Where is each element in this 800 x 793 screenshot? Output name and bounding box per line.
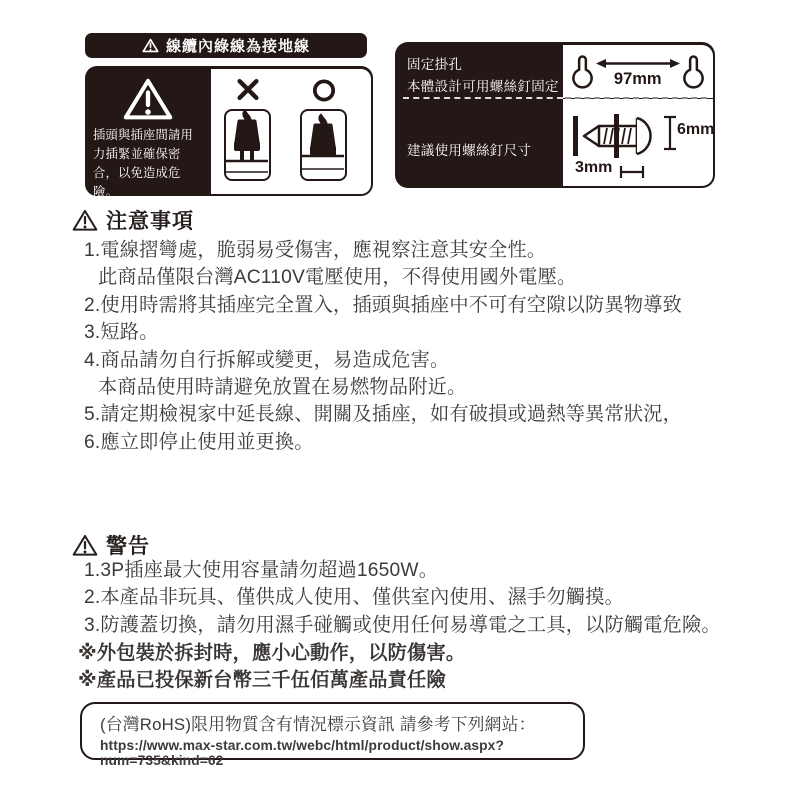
rohs-statement: (台灣RoHS)限用物質含有情況標示資訊 請參考下列網站：	[100, 715, 536, 734]
double-arrow-icon	[596, 57, 680, 70]
footnote: ※外包裝於拆封時，應小心動作，以防傷害。	[78, 643, 466, 664]
warning-triangle-icon	[142, 38, 159, 53]
circle-o-icon	[311, 78, 336, 103]
list-item: 5.請定期檢視家中延長線、開關及插座，如有破損或過熱等異常狀況，	[84, 404, 683, 426]
warning-section-title: 警告	[72, 530, 150, 560]
plug-warning-panel	[85, 66, 373, 200]
screw-icon	[571, 109, 667, 165]
keyhole-diagram	[563, 45, 713, 99]
plug-example-correct	[300, 69, 347, 194]
list-item: 2.使用時需將其插座完全置入，插頭與插座中不可有空隙以防異物導致	[84, 294, 683, 316]
warning-triangle-icon	[72, 209, 98, 232]
ground-wire-text: 線纜內綠線為接地線	[165, 38, 310, 55]
rohs-url: https://www.max-star.com.tw/webc/html/product/show.aspx?num=735&kind=62	[100, 738, 504, 768]
list-item: 3.防護蓋切換，請勿用濕手碰觸或使用任何易導電之工具，以防觸電危險。	[84, 614, 721, 636]
list-item: 1.3P插座最大使用容量請勿超過1650W。	[84, 560, 439, 581]
cross-x-icon	[236, 78, 259, 101]
plug-inserted-illustration	[300, 109, 347, 181]
list-item: 本商品使用時請避免放置在易燃物品附近。	[98, 377, 467, 399]
dashed-divider	[403, 97, 563, 99]
mount-hole-description: 固定掛孔 本體設計可用螺絲釘固定	[407, 57, 559, 94]
screw-head-dimension: 6mm	[677, 121, 715, 138]
screw-diagram	[563, 99, 713, 186]
notice-section-title: 注意事項	[72, 205, 194, 235]
ground-wire-label	[85, 33, 367, 58]
screw-size-description: 建議使用螺絲釘尺寸	[407, 143, 532, 158]
warning-triangle-icon	[123, 77, 173, 122]
rohs-info-box	[80, 702, 585, 768]
warning-triangle-icon	[72, 534, 98, 557]
dimension-bar-icon	[663, 115, 677, 151]
hole-span-dimension: 97mm	[613, 69, 662, 88]
notice-list	[84, 237, 754, 456]
list-item: 4.商品請勿自行拆解或變更，易造成危害。	[84, 349, 450, 371]
list-item: 3.短路。	[84, 322, 159, 344]
plug-warning-dark-side	[85, 66, 211, 200]
plug-warning-text: 插頭與插座間請用力插緊並確保密合，以免造成危險。	[93, 128, 193, 200]
list-item: 6.應立即停止使用並更換。	[84, 431, 314, 453]
dashed-divider	[565, 97, 707, 99]
plug-example-wrong	[224, 69, 271, 194]
mounting-panel	[395, 42, 715, 188]
dimension-bracket-icon	[619, 165, 645, 179]
list-item: 此商品僅限台灣AC110V電壓使用，不得使用國外電壓。	[98, 267, 577, 289]
plug-examples	[211, 69, 371, 194]
screw-shaft-dimension: 3mm	[575, 159, 613, 176]
footnotes	[78, 640, 748, 694]
footnote: ※產品已投保新台幣三千伍佰萬產品責任險	[78, 670, 446, 691]
plug-not-inserted-illustration	[224, 109, 271, 181]
list-item: 2.本產品非玩具、僅供成人使用、僅供室內使用、濕手勿觸摸。	[84, 587, 624, 609]
warning-list	[84, 557, 754, 639]
list-item: 1.電線摺彎處，脆弱易受傷害，應視察注意其安全性。	[84, 240, 547, 261]
